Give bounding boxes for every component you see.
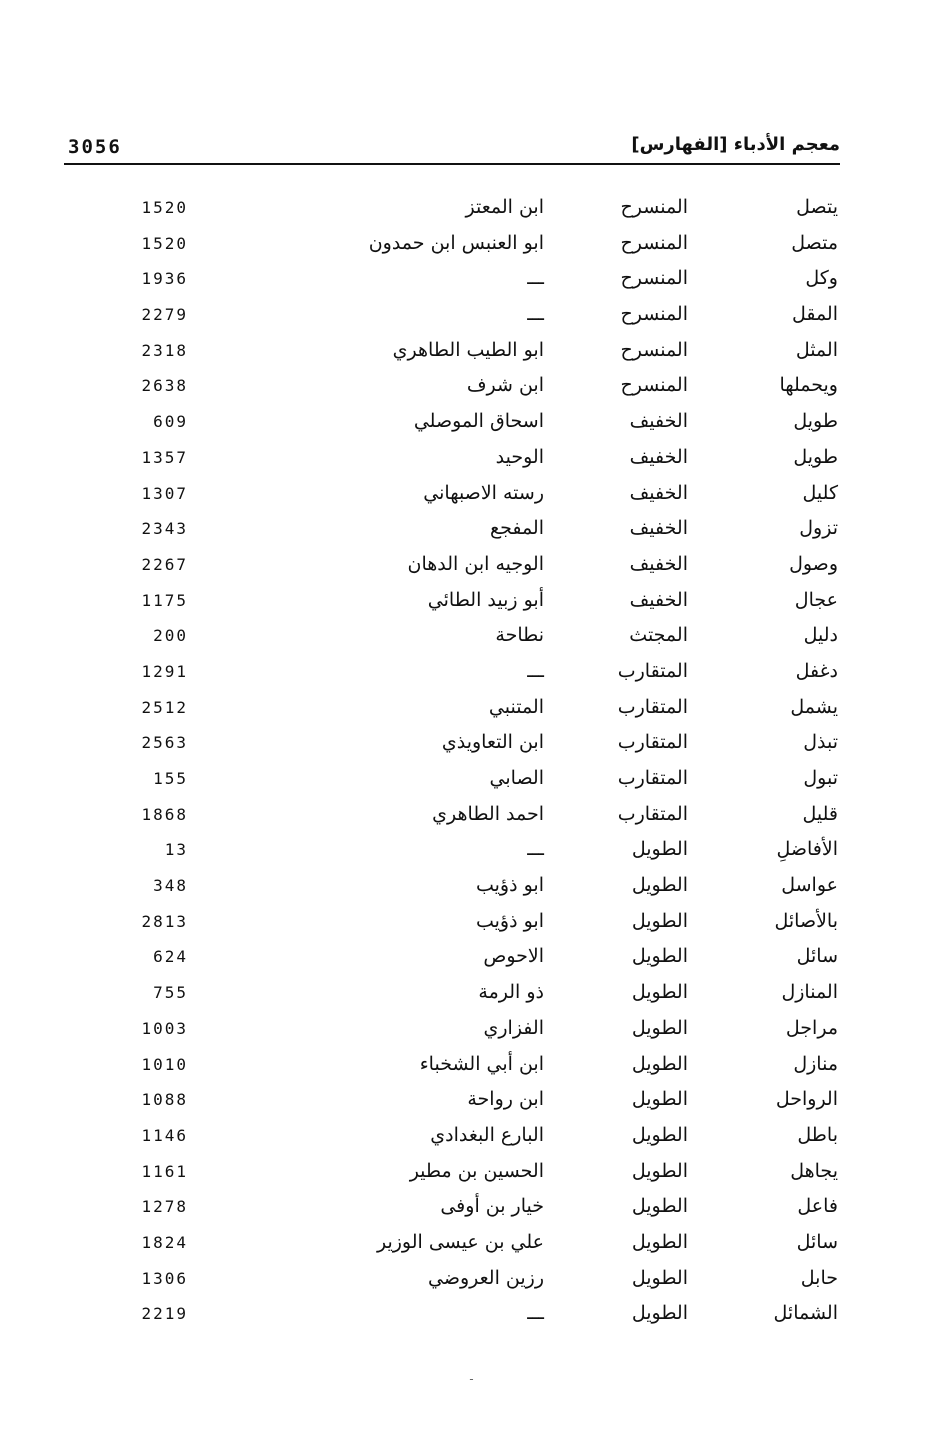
rhyme-cell: متصل	[791, 231, 838, 254]
meter-cell: الطويل	[631, 1230, 688, 1253]
rhyme-cell: كليل	[802, 481, 838, 504]
poet-cell: المفجع	[489, 517, 544, 540]
rhyme-cell: طويل	[793, 410, 838, 433]
page-ref-cell: 1307	[141, 483, 188, 503]
meter-cell: الطويل	[631, 909, 688, 932]
rhyme-cell: تزول	[799, 517, 838, 540]
page-ref-cell: 1936	[141, 269, 188, 289]
rhyme-cell: حابل	[800, 1266, 838, 1289]
page-ref-cell: 1175	[141, 590, 188, 610]
rhyme-cell: المقل	[791, 303, 838, 326]
page-ref-cell: 1291	[141, 661, 188, 681]
page-ref-cell: 1146	[141, 1125, 188, 1145]
meter-cell: الطويل	[631, 981, 688, 1004]
table-row	[0, 910, 932, 946]
meter-cell: الطويل	[631, 1195, 688, 1218]
page-ref-cell: 1868	[141, 804, 188, 824]
table-row	[0, 767, 932, 803]
table-row	[0, 1160, 932, 1196]
rhyme-cell: عواسل	[781, 874, 838, 897]
page-ref-cell: 2638	[141, 376, 188, 396]
table-row	[0, 267, 932, 303]
rhyme-cell: ويحملها	[779, 374, 838, 397]
rhyme-cell: يشمل	[790, 695, 838, 718]
poet-cell: اسحاق الموصلي	[413, 410, 544, 433]
poet-cell: ـــ	[527, 659, 544, 682]
rhyme-cell: دليل	[803, 624, 838, 647]
page-ref-cell: 609	[153, 412, 188, 432]
poet-cell: ابن رواحة	[467, 1088, 544, 1111]
poet-cell: ابن المعتز	[465, 196, 544, 218]
page-ref-cell: 1520	[141, 198, 188, 217]
meter-cell: الخفيف	[629, 481, 688, 504]
rhyme-cell: المثل	[795, 338, 838, 361]
page-ref-cell: 1088	[141, 1090, 188, 1110]
poet-cell: ابو العنبس ابن حمدون	[368, 231, 544, 254]
table-row	[0, 410, 932, 446]
page-ref-cell: 155	[153, 769, 188, 788]
poet-cell: ابن شرف	[466, 374, 544, 397]
meter-cell: المتقارب	[617, 767, 688, 789]
table-row	[0, 696, 932, 732]
meter-cell: الطويل	[631, 874, 688, 897]
table-row	[0, 1124, 932, 1160]
poet-cell: الوجيه ابن الدهان	[407, 552, 544, 575]
poet-cell: ابن التعاويذي	[441, 731, 544, 754]
table-row	[0, 303, 932, 339]
poet-cell: ـــ	[527, 303, 544, 326]
poet-cell: ابو ذؤيب	[475, 874, 544, 897]
footer-mark: ـ	[470, 1372, 473, 1383]
meter-cell: الخفيف	[629, 410, 688, 433]
page-ref-cell: 13	[164, 840, 188, 860]
meter-cell: المتقارب	[617, 659, 688, 682]
table-row	[0, 517, 932, 553]
rhyme-cell: المنازل	[781, 981, 838, 1004]
page-ref-cell: 1306	[141, 1268, 188, 1288]
header-rule	[64, 163, 840, 165]
meter-cell: المتقارب	[617, 695, 688, 718]
rhyme-cell: قليل	[802, 802, 838, 825]
page-ref-cell: 2219	[141, 1304, 188, 1324]
meter-cell: المنسرح	[620, 196, 688, 218]
meter-cell: الخفيف	[629, 517, 688, 540]
rhyme-cell: وصول	[789, 552, 838, 575]
table-row	[0, 803, 932, 839]
poet-cell: المتنبي	[488, 695, 544, 718]
page-ref-cell: 624	[153, 947, 188, 967]
page-ref-cell: 1003	[141, 1018, 188, 1038]
table-row	[0, 874, 932, 910]
rhyme-cell: منازل	[793, 1052, 838, 1075]
meter-cell: الطويل	[631, 1159, 688, 1182]
poet-cell: الصابي	[489, 767, 544, 789]
page-ref-cell: 755	[153, 983, 188, 1003]
rhyme-cell: تبذل	[803, 731, 838, 754]
page-ref-cell: 2512	[141, 697, 188, 717]
meter-cell: المنسرح	[620, 374, 688, 397]
table-row	[0, 838, 932, 874]
poet-cell: رزين العروضي	[427, 1266, 544, 1289]
rhyme-cell: الأفاضلِ	[776, 838, 838, 861]
table-row	[0, 374, 932, 410]
page-ref-cell: 1520	[141, 233, 188, 253]
rhyme-cell: الرواحل	[775, 1088, 838, 1111]
rhyme-cell: بالأصائل	[774, 909, 838, 932]
poet-cell: أبو زبيد الطائي	[427, 588, 544, 611]
table-row	[0, 1053, 932, 1089]
page-ref-cell: 200	[153, 626, 188, 646]
meter-cell: الخفيف	[629, 588, 688, 611]
page-ref-cell: 1161	[141, 1161, 188, 1181]
poet-cell: خيار بن أوفى	[440, 1195, 544, 1218]
meter-cell: الطويل	[631, 1266, 688, 1289]
poet-cell: الحسين بن مطير	[409, 1159, 544, 1182]
index-table	[0, 196, 932, 1338]
meter-cell: الخفيف	[629, 552, 688, 575]
poet-cell: علي بن عيسى الوزير	[376, 1230, 544, 1253]
poet-cell: الفزاري	[483, 1016, 544, 1039]
table-row	[0, 981, 932, 1017]
meter-cell: الطويل	[631, 945, 688, 968]
table-row	[0, 731, 932, 767]
table-row	[0, 660, 932, 696]
rhyme-cell: يتصل	[796, 196, 838, 218]
page-header	[64, 132, 840, 164]
meter-cell: الطويل	[631, 1052, 688, 1075]
table-row	[0, 1231, 932, 1267]
page-ref-cell: 2563	[141, 733, 188, 753]
meter-cell: الطويل	[631, 1016, 688, 1039]
table-row	[0, 1017, 932, 1053]
page-ref-cell: 1824	[141, 1232, 188, 1252]
poet-cell: ـــ	[527, 838, 544, 861]
page-ref-cell: 2343	[141, 519, 188, 539]
rhyme-cell: دغفل	[795, 659, 838, 682]
meter-cell: المتقارب	[617, 802, 688, 825]
meter-cell: المنسرح	[620, 267, 688, 290]
rhyme-cell: عجال	[794, 588, 838, 611]
table-row	[0, 482, 932, 518]
meter-cell: المتقارب	[617, 731, 688, 754]
rhyme-cell: سائل	[796, 1230, 838, 1253]
rhyme-cell: باطل	[797, 1123, 838, 1146]
poet-cell: البارع البغدادي	[430, 1123, 544, 1146]
poet-cell: ابو الطيب الطاهري	[392, 338, 544, 361]
poet-cell: الاحوص	[483, 945, 544, 968]
meter-cell: الطويل	[631, 1123, 688, 1146]
page-ref-cell: 1357	[141, 447, 188, 467]
meter-cell: الطويل	[631, 1088, 688, 1111]
poet-cell: ـــ	[527, 1302, 544, 1325]
poet-cell: الوحيد	[495, 445, 544, 468]
rhyme-cell: تبول	[803, 767, 838, 789]
poet-cell: ابو ذؤيب	[475, 909, 544, 932]
table-row	[0, 196, 932, 232]
table-row	[0, 1267, 932, 1303]
table-row	[0, 339, 932, 375]
table-row	[0, 1088, 932, 1124]
table-row	[0, 446, 932, 482]
page-ref-cell: 2318	[141, 340, 188, 360]
rhyme-cell: مراجل	[785, 1016, 838, 1039]
rhyme-cell: طويل	[793, 445, 838, 468]
page-ref-cell: 1278	[141, 1197, 188, 1217]
rhyme-cell: فاعل	[797, 1195, 838, 1218]
table-row	[0, 624, 932, 660]
rhyme-cell: الشمائل	[773, 1302, 838, 1325]
meter-cell: المنسرح	[620, 338, 688, 361]
page-number: 3056	[68, 136, 122, 158]
page-ref-cell: 2267	[141, 554, 188, 574]
meter-cell: المجتث	[629, 624, 688, 647]
poet-cell: ذو الرمة	[478, 981, 544, 1004]
running-title: معجم الأدباء [الفهارس]	[631, 134, 840, 155]
poet-cell: ابن أبي الشخباء	[419, 1052, 544, 1075]
page-ref-cell: 2279	[141, 305, 188, 325]
page-ref-cell: 2813	[141, 911, 188, 931]
table-row	[0, 945, 932, 981]
table-row	[0, 553, 932, 589]
poet-cell: ـــ	[527, 267, 544, 290]
meter-cell: المنسرح	[620, 231, 688, 254]
rhyme-cell: سائل	[796, 945, 838, 968]
meter-cell: الخفيف	[629, 445, 688, 468]
table-row	[0, 589, 932, 625]
meter-cell: المنسرح	[620, 303, 688, 326]
table-row	[0, 1302, 932, 1338]
table-row	[0, 232, 932, 268]
table-row	[0, 1195, 932, 1231]
poet-cell: نطاحة	[495, 624, 544, 647]
page-ref-cell: 348	[153, 876, 188, 896]
rhyme-cell: وكل	[805, 267, 838, 290]
rhyme-cell: يجاهل	[790, 1159, 838, 1182]
meter-cell: الطويل	[631, 838, 688, 861]
poet-cell: رسته الاصبهاني	[423, 481, 544, 504]
poet-cell: احمد الطاهري	[432, 802, 544, 825]
page-ref-cell: 1010	[141, 1054, 188, 1074]
meter-cell: الطويل	[631, 1302, 688, 1325]
